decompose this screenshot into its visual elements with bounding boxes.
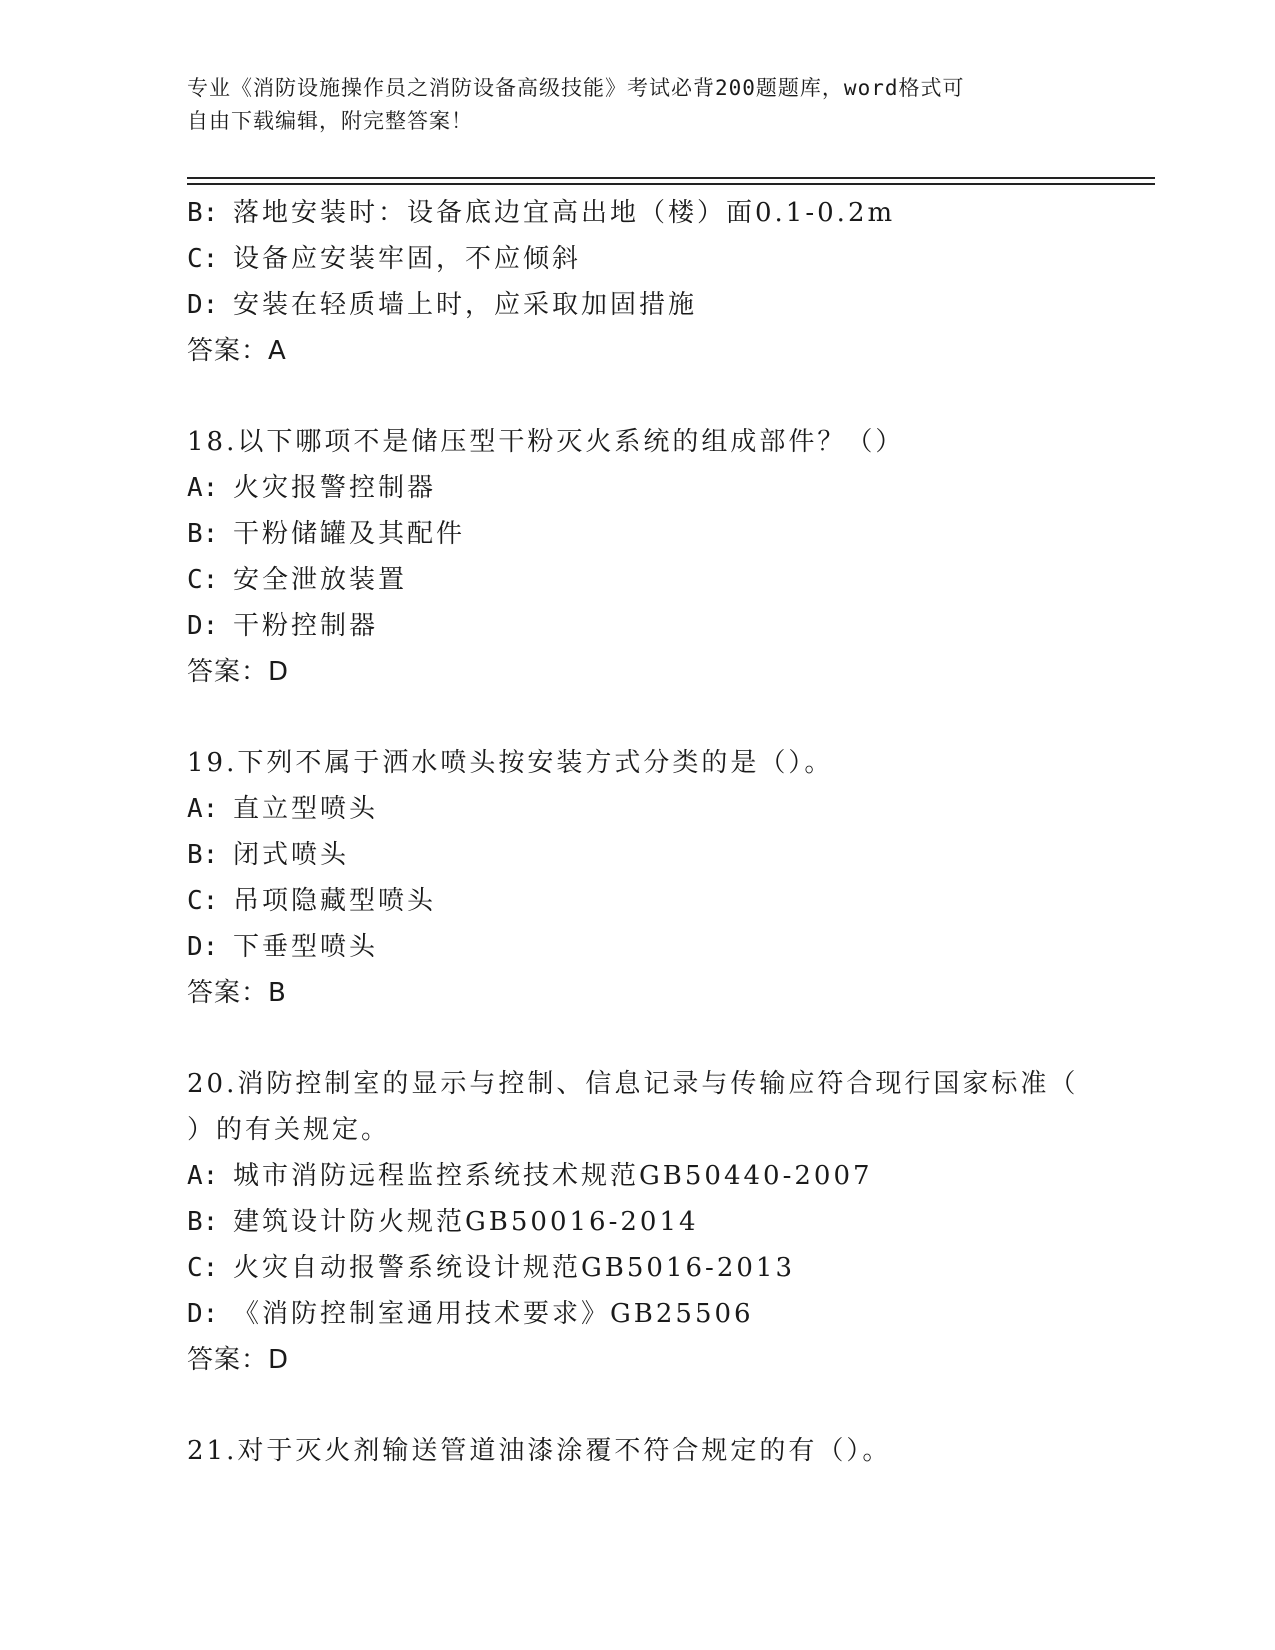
option-a: A: 城市消防远程监控系统技术规范GB50440-2007 (187, 1161, 873, 1191)
question-20 (187, 1061, 1087, 1383)
option-a: A: 直立型喷头 (187, 794, 379, 824)
answer: 答案：D (187, 657, 290, 687)
option-d: D: 下垂型喷头 (187, 932, 379, 962)
option-a: A: 火灾报警控制器 (187, 473, 437, 503)
option-b: B: 闭式喷头 (187, 840, 350, 870)
question-text-line-1: 20.消防控制室的显示与控制、信息记录与传输应符合现行国家标准（ (187, 1069, 1079, 1099)
option-c: C: 火灾自动报警系统设计规范GB5016-2013 (187, 1253, 795, 1283)
option-c: C: 设备应安装牢固，不应倾斜 (187, 244, 582, 274)
answer: 答案：B (187, 978, 287, 1008)
option-d: D: 安装在轻质墙上时，应采取加固措施 (187, 290, 698, 320)
option-c: C: 安全泄放装置 (187, 565, 408, 595)
question-18 (187, 419, 1087, 695)
question-19 (187, 740, 1087, 1016)
question-21 (187, 1428, 1087, 1474)
question-text: 19.下列不属于洒水喷头按安装方式分类的是（）。 (187, 748, 834, 778)
document-body (187, 190, 1087, 1474)
question-text-line-2: ）的有关规定。 (187, 1115, 391, 1145)
option-b: B: 干粉储罐及其配件 (187, 519, 466, 549)
document-header (187, 72, 1067, 138)
option-b: B: 建筑设计防火规范GB50016-2014 (187, 1207, 699, 1237)
option-d: D: 《消防控制室通用技术要求》GB25506 (187, 1299, 754, 1329)
header-rule-bottom (187, 183, 1155, 185)
header-rule-top (187, 177, 1155, 179)
question-text: 18.以下哪项不是储压型干粉灭火系统的组成部件？（） (187, 427, 905, 457)
answer: 答案：A (187, 336, 287, 366)
question-text: 21.对于灭火剂输送管道油漆涂覆不符合规定的有（）。 (187, 1436, 892, 1466)
header-line-1: 专业《消防设施操作员之消防设备高级技能》考试必背200题题库，word格式可 (187, 76, 965, 100)
answer: 答案：D (187, 1345, 290, 1375)
option-b: B: 落地安装时：设备底边宜高出地（楼）面0.1-0.2m (187, 198, 896, 228)
option-d: D: 干粉控制器 (187, 611, 379, 641)
header-line-2: 自由下载编辑，附完整答案！ (187, 109, 473, 133)
option-c: C: 吊项隐藏型喷头 (187, 886, 437, 916)
question-17 (187, 190, 1087, 374)
